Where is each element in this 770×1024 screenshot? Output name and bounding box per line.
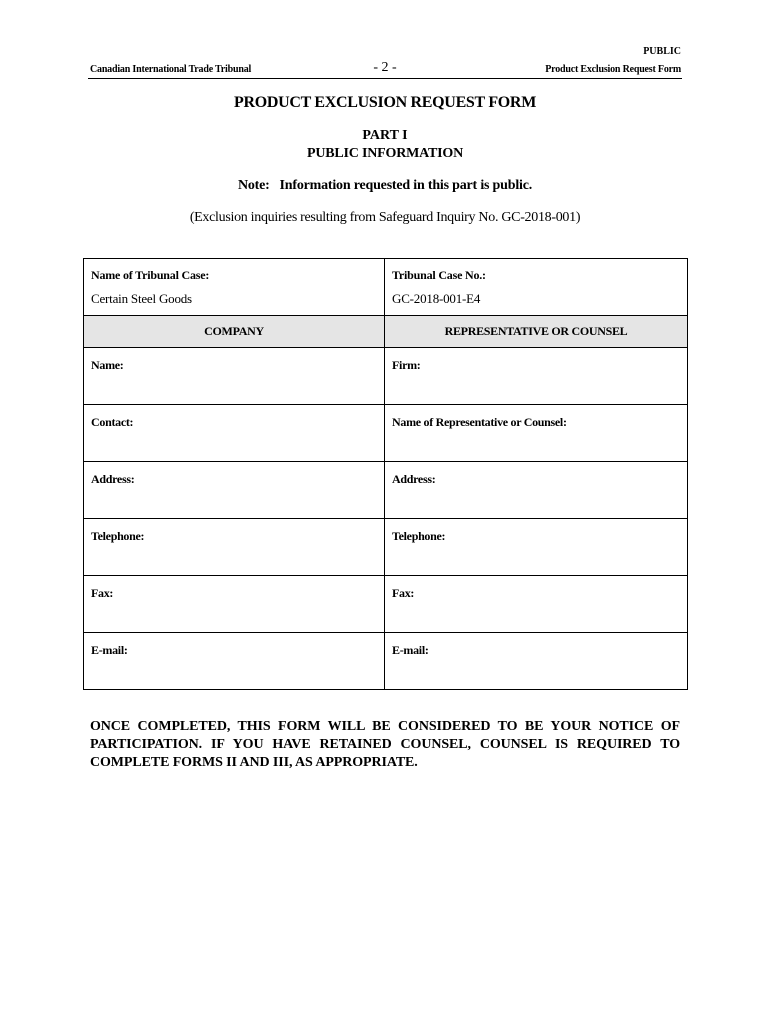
form-row: [84, 576, 688, 633]
representative-column-header: REPRESENTATIVE OR COUNSEL: [385, 316, 688, 348]
form-row: [84, 519, 688, 576]
section-header-row: [84, 316, 688, 348]
form-row: [84, 405, 688, 462]
page-number: - 2 -: [373, 60, 397, 75]
company-contact-field[interactable]: [84, 405, 385, 462]
part-label: PART I: [362, 128, 408, 143]
representative-fax-field[interactable]: [385, 576, 688, 633]
field-label: Name:: [91, 358, 124, 372]
company-name-field[interactable]: [84, 348, 385, 405]
form-row: [84, 633, 688, 690]
case-info-row: [84, 259, 688, 316]
field-label: Firm:: [392, 358, 421, 372]
representative-email-field[interactable]: [385, 633, 688, 690]
classification-label: PUBLIC: [643, 46, 681, 57]
company-address-field[interactable]: [84, 462, 385, 519]
case-name-value: Certain Steel Goods: [91, 291, 192, 306]
field-label: Fax:: [91, 586, 114, 600]
company-column-header: COMPANY: [84, 316, 385, 348]
form-name: Product Exclusion Request Form: [545, 64, 681, 75]
public-note: Note: Information requested in this part is public.: [237, 178, 533, 193]
field-label: Name of Representative or Counsel:: [392, 415, 567, 429]
field-label: E-mail:: [91, 643, 128, 657]
participant-info-table: [83, 258, 688, 690]
company-fax-field[interactable]: [84, 576, 385, 633]
representative-name-field[interactable]: [385, 405, 688, 462]
company-telephone-field[interactable]: [84, 519, 385, 576]
form-row: [84, 348, 688, 405]
case-number-value: GC-2018-001-E4: [392, 291, 481, 306]
field-label: E-mail:: [392, 643, 429, 657]
firm-field[interactable]: [385, 348, 688, 405]
part-subtitle: PUBLIC INFORMATION: [307, 146, 463, 161]
field-label: Contact:: [91, 415, 134, 429]
case-number-label: Tribunal Case No.:: [392, 268, 486, 282]
case-name-cell: [84, 259, 385, 316]
field-label: Fax:: [392, 586, 415, 600]
representative-telephone-field[interactable]: [385, 519, 688, 576]
field-label: Telephone:: [91, 529, 145, 543]
header-divider: [88, 78, 682, 79]
form-row: [84, 462, 688, 519]
field-label: Telephone:: [392, 529, 446, 543]
field-label: Address:: [392, 472, 436, 486]
inquiry-reference: (Exclusion inquiries resulting from Safeguard Inquiry No. GC-2018-001): [189, 210, 581, 225]
field-label: Address:: [91, 472, 135, 486]
representative-address-field[interactable]: [385, 462, 688, 519]
page-title: PRODUCT EXCLUSION REQUEST FORM: [233, 94, 536, 111]
organization-name: Canadian International Trade Tribunal: [90, 64, 252, 75]
case-name-label: Name of Tribunal Case:: [91, 268, 210, 282]
participation-notice: ONCE COMPLETED, THIS FORM WILL BE CONSIDERED TO BE YOUR NOTICE OF PARTICIPATION. IF YOU HAVE RETAINED COUNSEL, COUNSEL IS REQUIRED TO COMPLETE FORMS II AND III, AS APPROPRIATE.: [90, 719, 680, 770]
company-email-field[interactable]: [84, 633, 385, 690]
case-number-cell: [385, 259, 688, 316]
